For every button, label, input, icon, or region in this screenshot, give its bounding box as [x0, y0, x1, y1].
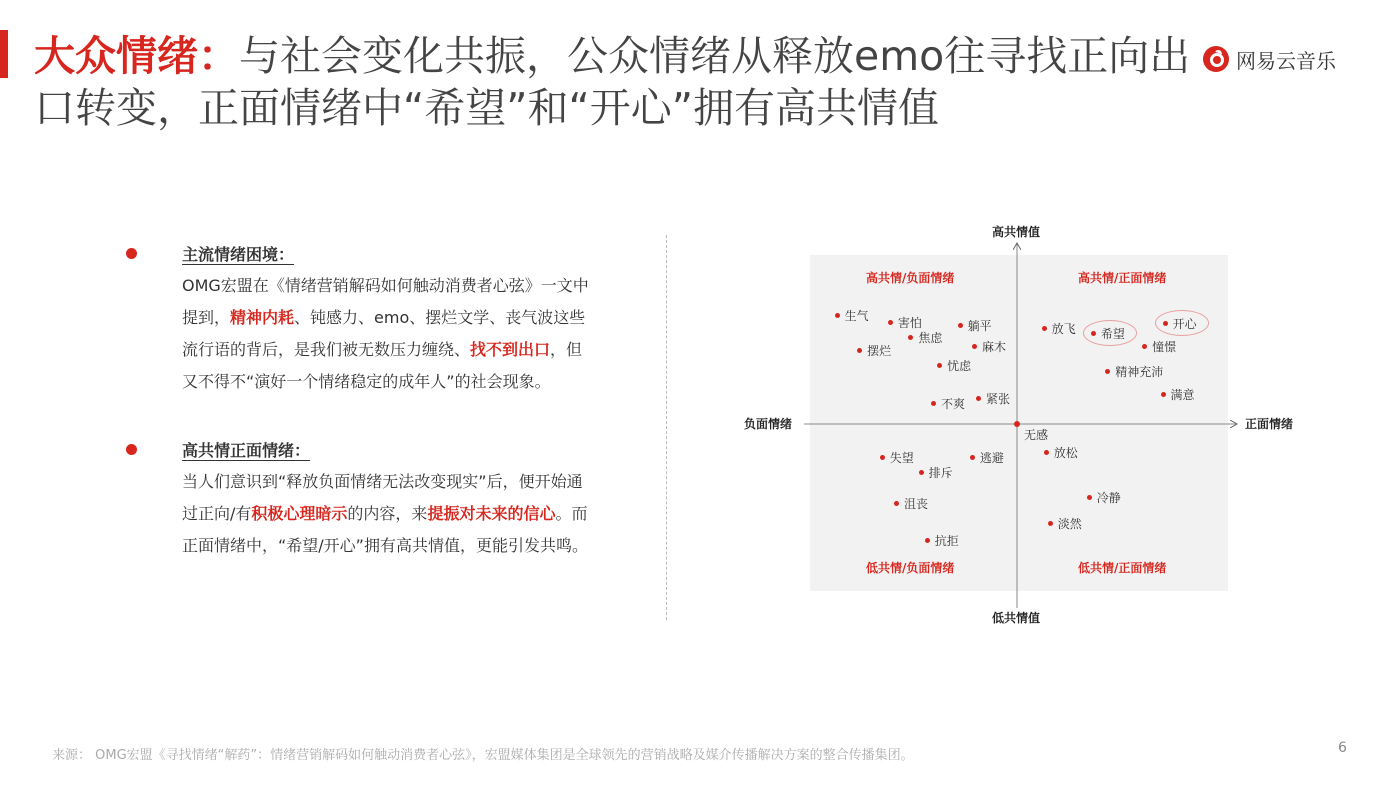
emotion-point [894, 495, 928, 512]
emotion-point-marker [925, 538, 930, 543]
emotion-point-label: 忧虑 [947, 358, 972, 373]
bullet-heading: 主流情绪困境： [182, 245, 295, 264]
brand-name: 网易云音乐 [1236, 48, 1336, 73]
emotion-point-marker [835, 313, 840, 318]
emotion-point [1048, 515, 1082, 532]
source-note: 来源： OMG宏盟《寻找情绪“解药”：情绪营销解码如何触动消费者心弦》，宏盟媒体集团是全球领先的营销战略及媒介传播解决方案的整合传播集团。 [52, 748, 914, 763]
emotion-point-marker [958, 323, 963, 328]
title-accent-bar [0, 30, 8, 78]
emotion-point [908, 329, 942, 346]
origin-point [1014, 421, 1020, 427]
emotion-point-marker [1048, 521, 1053, 526]
emotion-point-label: 满意 [1170, 388, 1195, 403]
bullet-text: ，但又不得不“演好一个情绪稳定的成年人”的社会现象。 [182, 340, 583, 391]
emotion-point-marker [888, 320, 893, 325]
emotion-point-label: 精神充沛 [1115, 365, 1164, 380]
page-title [34, 30, 1194, 134]
emotion-point [835, 307, 869, 324]
page-number: 6 [1338, 740, 1347, 756]
bullet-heading: 高共情正面情绪： [182, 441, 311, 460]
emotion-point-label: 不爽 [940, 396, 965, 411]
emotion-point [931, 395, 965, 412]
bullet-text: 。而正面情绪中，“希望/开心”拥有高共情值，更能引发共鸣。 [182, 504, 588, 555]
emotion-point-label: 放飞 [1051, 322, 1076, 337]
emotion-point-marker [972, 344, 977, 349]
emotion-quadrant-chart [740, 220, 1300, 630]
emotion-point [919, 464, 953, 481]
highlight-ring [1155, 310, 1209, 336]
emotion-point-marker [1142, 344, 1147, 349]
emotion-point-marker [1087, 495, 1092, 500]
quadrant-label-bottom-left: 低共情/负面情绪 [866, 561, 955, 575]
emotion-point [970, 449, 1004, 466]
emotion-point-label: 害怕 [897, 315, 922, 330]
emotion-point-label: 憧憬 [1152, 340, 1177, 355]
axis-label-bottom: 低共情值 [992, 611, 1041, 625]
quadrant-label-top-right: 高共情/正面情绪 [1078, 271, 1167, 285]
emotion-point [958, 317, 992, 334]
emotion-point [1087, 489, 1121, 506]
emotion-point-marker [931, 401, 936, 406]
emotion-point [976, 390, 1010, 407]
emotion-point-label: 抗拒 [934, 533, 959, 548]
bullet-dot-icon [126, 248, 137, 259]
quadrant-label-bottom-right: 低共情/正面情绪 [1078, 561, 1167, 575]
emotion-point-label: 麻木 [981, 340, 1006, 355]
emotion-point-label: 失望 [889, 451, 914, 465]
bullet-highlight: 找不到出口 [470, 340, 551, 359]
quadrant-label-top-left: 高共情/负面情绪 [866, 271, 955, 285]
emotion-point-label: 开心 [1172, 317, 1197, 332]
emotion-point [857, 342, 891, 359]
emotion-point [1142, 338, 1176, 355]
emotion-point [1042, 320, 1076, 337]
emotion-point [925, 532, 959, 549]
emotion-point-marker [1042, 326, 1047, 331]
bullet-highlight: 积极心理暗示 [251, 504, 348, 523]
emotion-point-label: 躺平 [967, 319, 992, 333]
emotion-point-label: 焦虑 [918, 330, 943, 345]
emotion-point-label: 逃避 [979, 451, 1004, 465]
emotion-point-label: 排斥 [928, 465, 953, 480]
chart-axes [740, 220, 1300, 630]
emotion-point-label: 沮丧 [904, 497, 929, 512]
emotion-point-marker [937, 363, 942, 368]
emotion-point-marker [857, 348, 862, 353]
bullet-highlight: 提振对未来的信心 [427, 504, 556, 523]
bullet-item [120, 436, 590, 562]
emotion-point [1161, 386, 1195, 403]
brand-logo [1203, 44, 1336, 74]
netease-music-icon [1203, 46, 1229, 72]
emotion-point-marker [908, 335, 913, 340]
emotion-point-marker [976, 396, 981, 401]
bullet-dot-icon [126, 444, 137, 455]
emotion-point-label: 放松 [1053, 446, 1078, 461]
emotion-point [937, 357, 971, 374]
axis-label-left: 负面情绪 [744, 417, 793, 431]
bullet-text: OMG宏盟在《情绪营销解码如何触动消费者心弦》一文中提到， [182, 276, 589, 327]
highlight-ring [1083, 320, 1137, 346]
emotion-point-marker [894, 501, 899, 506]
bullet-body [182, 466, 590, 562]
bullet-text: 当人们意识到“释放负面情绪无法改变现实”后，便开始通过正向/有 [182, 472, 583, 523]
origin-label: 无感 [1024, 428, 1049, 442]
emotion-point-label: 生气 [844, 309, 869, 324]
bullet-text: 、钝感力、emo、摆烂文学、丧气波这些流行语的背后，是我们被无数压力缠绕、 [182, 308, 586, 359]
emotion-point [880, 449, 914, 466]
axis-label-right: 正面情绪 [1245, 417, 1294, 431]
emotion-point-label: 希望 [1100, 327, 1125, 342]
emotion-point-label: 摆烂 [867, 343, 892, 358]
bullet-body [182, 270, 590, 398]
bullet-text: 的内容，来 [347, 504, 428, 523]
emotion-point-label: 冷静 [1096, 490, 1121, 505]
emotion-point [1044, 444, 1078, 461]
emotion-point-marker [970, 455, 975, 460]
bullet-item [120, 240, 590, 398]
bullet-list [120, 240, 590, 562]
emotion-point-label: 紧张 [986, 391, 1011, 406]
emotion-point-marker [1161, 392, 1166, 397]
emotion-point [972, 338, 1006, 355]
emotion-point-marker [919, 470, 924, 475]
emotion-point-marker [1105, 369, 1110, 374]
emotion-point-marker [880, 455, 885, 460]
emotion-point-label: 淡然 [1057, 517, 1082, 531]
axis-label-top: 高共情值 [992, 225, 1041, 239]
section-divider [666, 235, 667, 620]
page-title-rest: 与社会变化共振，公众情绪从释放emo往寻找正向出口转变，正面情绪中“希望”和“开心”拥有高共情值 [34, 32, 1191, 132]
page-title-lead: 大众情绪： [34, 32, 239, 80]
emotion-point-marker [1044, 450, 1049, 455]
emotion-point [1105, 363, 1163, 380]
bullet-highlight: 精神内耗 [230, 308, 295, 327]
